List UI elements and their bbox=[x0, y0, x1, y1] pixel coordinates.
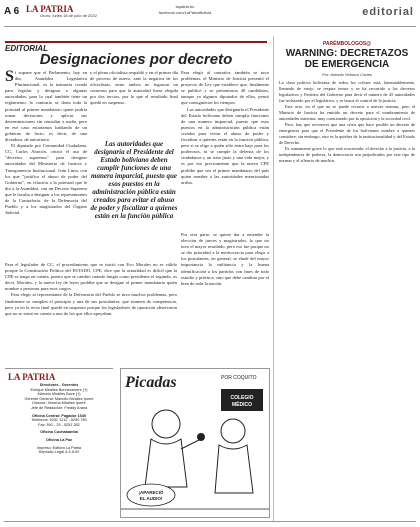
editorial-paragraph: y el pleno oficialista respaldó y en el primer día de proceso de nuevo, ante la negativa de los oficialistas, entre ambos no lograron un consenso para que la autoridad fuese elegida por dos tercios, por lo que el resultado final quedó en suspenso. bbox=[90, 70, 178, 106]
section-name: editorial bbox=[362, 6, 414, 18]
column-divider bbox=[273, 36, 274, 522]
figure-head bbox=[221, 419, 245, 443]
staff-line: Oficina Central: Pagador 1540 bbox=[31, 413, 87, 418]
staff-line: Jefe de Redacción: Freddy Arana bbox=[30, 405, 88, 410]
social-link: facebook.com/LaPatriaBolivia bbox=[158, 10, 212, 15]
header-divider bbox=[4, 26, 416, 27]
column-kicker: PARÉMBOLOGOS@ bbox=[322, 41, 372, 47]
staff-line: Marcelo Miralles Bove (†) bbox=[37, 392, 81, 397]
staff-line: Oficina Cochabamba bbox=[40, 430, 78, 435]
column-title: WARNING: DECRETAZOS DE EMERGENCIA bbox=[285, 48, 409, 70]
web-info bbox=[155, 4, 215, 16]
editorial-title: Designaciones por decreto bbox=[39, 51, 233, 68]
speech-bubble bbox=[127, 484, 175, 506]
staff-line: Depósito Legal 4-3-6-92 bbox=[38, 450, 80, 455]
issue-date: Oruro, lunes 18 de julio de 2022 bbox=[40, 13, 97, 18]
page-number: A 6 bbox=[4, 6, 20, 17]
staff-line: Gerente General: Marcelo Miralles Iporre bbox=[24, 396, 94, 401]
staff-line: Impreso: Editora La Patria bbox=[36, 445, 82, 450]
column-author: Por: Antonio Velasco Cortés bbox=[322, 72, 372, 77]
bubble-text: EL AUDIO! bbox=[139, 496, 163, 501]
cartoon bbox=[120, 368, 270, 518]
column-body bbox=[279, 80, 415, 518]
column-paragraph: Este acto, en el que no se puede recurrir a nuevas normas, pero el Ministro de Justicia ha emitido un decreto para el nombramiento de autoridades interinas, muy cuestionado por la oposición y la sociedad civil. bbox=[279, 104, 415, 121]
figure-body bbox=[145, 439, 187, 487]
editorial-paragraph: Para elegir al contralor, también se tuvo problemas, el Ministro de Justicia presentó el proyecto de Ley que establece que, finalmente se publicó y se presentaron 40 candidatos, aunque ya algunos diputados de ellos, pensó que consiguieron los tiempos. bbox=[181, 70, 269, 106]
editorial-paragraph: i supone que el Parlamento, hoy en día, Asamblea Legislativa Plurinacional, es la instancia creada para legislar y designar a algunas autoridades, para lo cual también tiene un reglamento, lo contrario se daría toda la potestad al primer mandatario quien podría tomar decisiones y aplicar sus determinaciones sin consultar a nadie, pero en ese caso estaríamos hablando de un gobierno de facto, es decir, de una dictadura, de autoritario. bbox=[5, 70, 87, 143]
pull-quote: Las autoridades que designaría el Presidente del Estado boliviano deben cumplir funciones de una manera imparcial, puesto que esos puestos en la administración pública están creados para evitar el abuso de poder y fiscalizar a quienes están en la función pública bbox=[90, 140, 178, 220]
column-paragraph: La clase política boliviana de todos los colores está, lamentablemente, llenando de enojo, se respira temor y se ha recurrido a los decretos legislativos y Partidos del Gobierno para decir el número de 45 autoridades fue rechazado por el legislativo, y se busca el control de la justicia. bbox=[279, 80, 415, 103]
staff-logo: LA PATRIA bbox=[8, 372, 56, 382]
editorial-paragraph: Las autoridades que designaría el Presidente del Estado boliviano deben cumplir funciones de una manera imparcial, puesto que esos puestos en la administración pública están creados para evitar el abuso de poder y fiscalizar a quienes están en la función pública, pero si se elige a quién sólo entra bajo para los poderosos, ni se cumple la defensa de los ciudadanos y un trato justo y una vida mejor, y es por eso precisamente que la nueva CPE prohíbe que sea el primer mandatario del país quien nombre a las autoridades mencionadas arriba. bbox=[181, 106, 269, 185]
editorial-paragraph: Para el legislador de CC, el procedimiento que se inició con Evo Morales no es válido porque la Constitución Política del ESTADO, CPE, dice que la actualidad es difícil que la CPE se tenga en cuenta, puesto que se cambió cuando fungía como presidente el segundo, es decir, Morales, y la nueva ley de leyes prohíbe que se designe al primer mandatario quién nombre a personas para esos cargos. bbox=[5, 262, 177, 292]
microphone-icon bbox=[197, 433, 205, 441]
figure-arm bbox=[181, 439, 201, 449]
editorial-bottom-right bbox=[181, 232, 269, 360]
website: lapatria.bo bbox=[175, 4, 195, 9]
staff-list bbox=[5, 383, 113, 455]
editorial-paragraph: Por otra parte, se quiere dar a entender la elección de jueces y magistrados, lo que no tuvo el mayor resultado, pero eso fue porque no se dio prioridad a la meritocracia para elegir a los postulantes, en general, se elude del mayor importancia la militancia y la buena identificación a los partidos con fines de todo estudio y práctica, sino que debe cambiar por el bien de toda la nación. bbox=[181, 232, 269, 286]
editorial-paragraph: El diputado por Comunidad Ciudadana, CC, Carlos Alarcón, criticó el uso de "decretos supremos" para designar autoridades del Ministerio de Justicia y Transparencia Institucional, Iván Lima, con los que "justifica el abuso de poder del Gobierno", en relación a la potestad que le dio a la Asamblea, con un Decreto Supremo que le faculta a designar a los representantes de la Contraloría, de la Defensoría del Pueblo y a los magistrados del Órgano Judicial. bbox=[5, 143, 87, 216]
column-paragraph: Es sumamente grave lo que está ocurriendo; el derecho a la justicia, a la independencia de poderes, la democracia son perjudicados por este tipo de normas y el silencio de muchos. bbox=[279, 146, 415, 163]
cartoon-logo: Picadas bbox=[125, 374, 177, 391]
newspaper-logo: LA PATRIA bbox=[26, 4, 74, 14]
editorial-bottom-left bbox=[5, 262, 177, 360]
column-paragraph: Pero, hay que reconocer que una crisis que hace posible un decreto de emergencia para que el Presidente de los bolivianos nombre a quienes considere, sin embargo, esto es la quiebra de la institucionalidad y del Estado de Derecho. bbox=[279, 122, 415, 145]
editorial-column-2-top bbox=[90, 70, 178, 140]
staff-line: Teléfonos: 5251 1212 - 5250 780 bbox=[31, 418, 87, 423]
staff-line: Enrique Miralles Bonnecarrere (†) bbox=[30, 387, 88, 392]
cartoon-drawing bbox=[121, 369, 269, 517]
cartoon-signature: POR COQUITO bbox=[221, 375, 257, 381]
banner-text: MÉDICO bbox=[232, 402, 252, 408]
editorial-label: EDITORIAL bbox=[5, 41, 267, 53]
staff-line: Director: Ximena Miralles Iporre bbox=[32, 401, 86, 406]
staff-line: Fax: 591 - 25 - 5251 282 bbox=[38, 422, 80, 427]
staff-line: Oficina La Paz bbox=[46, 437, 72, 442]
banner-text: COLEGIO bbox=[230, 395, 254, 401]
figure-head bbox=[152, 410, 180, 438]
editorial-column-3 bbox=[181, 70, 269, 230]
staff-line: Directores - Gerentes bbox=[39, 383, 79, 387]
drop-cap: S bbox=[5, 70, 14, 85]
footer-divider bbox=[4, 521, 416, 522]
bubble-text: ¡APARECIÓ bbox=[138, 490, 164, 495]
editorial-paragraph: Para elegir al representante de la Defensoría del Pueblo se tuvo muchos problemas, pero finalmente se cumplen el principio y una de sus postulantes, que examen de competencia, pero ya en la recta final quedó en suspenso porque los legisladores de oposición observaron que no se tomó en cuenta a uno de los que ellos apoyaban. bbox=[5, 292, 177, 316]
figure-body bbox=[215, 445, 253, 493]
